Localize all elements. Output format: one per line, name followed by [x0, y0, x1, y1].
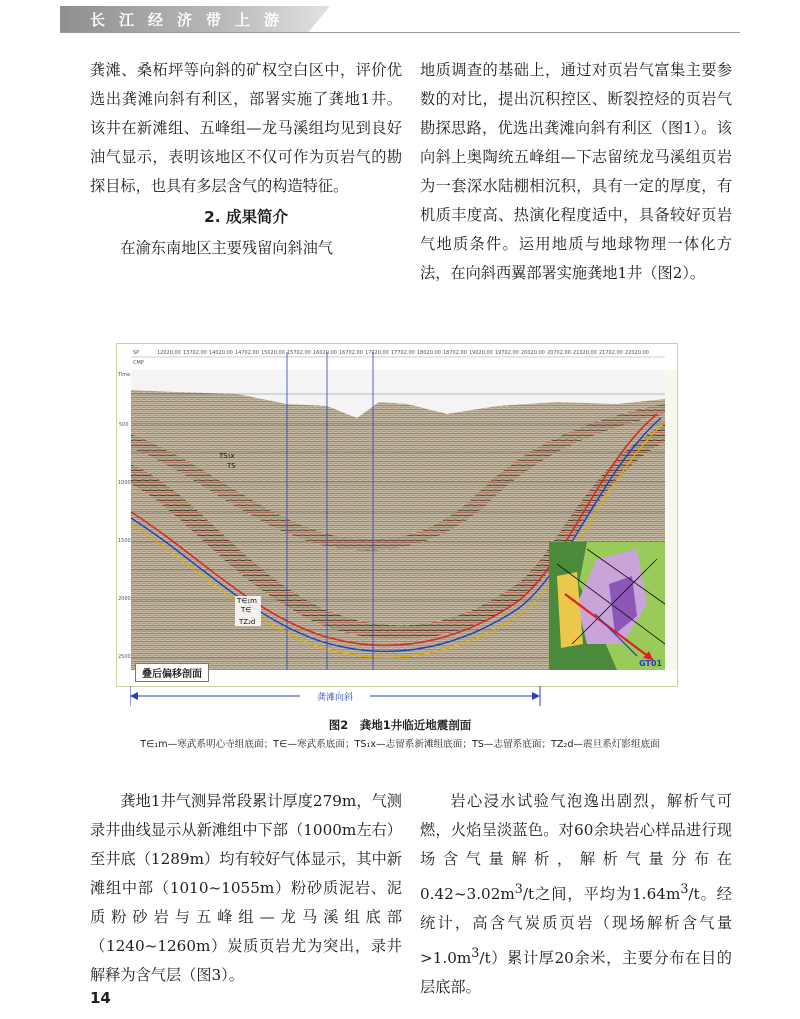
- syncline-extent-arrow: [130, 686, 550, 706]
- svg-text:21020.00: 21020.00: [573, 350, 597, 356]
- horizon-label-ts1x: TS₁x: [219, 452, 235, 460]
- svg-text:14020.00: 14020.00: [209, 350, 233, 356]
- svg-text:CMP: CMP: [133, 360, 144, 366]
- section-heading: 2. 成果简介: [203, 208, 289, 226]
- horizon-label-te1m: T∈₁m: [237, 597, 257, 605]
- svg-text:20020.00: 20020.00: [521, 350, 545, 356]
- svg-text:22020.00: 22020.00: [625, 350, 649, 356]
- paragraph-results-continued: 地质调查的基础上，通过对页岩气富集主要参数的对比，提出沉积控区、断裂控烃的页岩气勘探思路，优选出龚滩向斜有利区（图1）。该向斜上奥陶统五峰组—下志留统龙马溪组页岩为一套深水陆棚相沉积，具有一定的厚度，有机质丰度高、热演化程度适中，具备较好页岩气地质条件。运用地质与地球物理一体化方法，在向斜西翼部署实施龚地1井（图2）。: [420, 61, 732, 282]
- syncline-label: 龚滩向斜: [316, 693, 354, 703]
- figure-inner-label: 叠后偏移剖面: [135, 663, 209, 682]
- paragraph-results-intro: 在渝东南地区主要残留向斜油气: [120, 239, 334, 257]
- superscript: 3: [471, 945, 480, 961]
- horizon-label-tz2d: TZ₂d: [239, 618, 256, 626]
- seismic-section-image: [117, 344, 677, 686]
- svg-text:12020.00: 12020.00: [157, 350, 181, 356]
- svg-text:13702.00: 13702.00: [183, 350, 207, 356]
- svg-text:17020.00: 17020.00: [365, 350, 389, 356]
- svg-text:14702.00: 14702.00: [235, 350, 259, 356]
- svg-text:15702.00: 15702.00: [287, 350, 311, 356]
- svg-text:16020.00: 16020.00: [313, 350, 337, 356]
- paragraph-core-analysis: [420, 787, 732, 1002]
- svg-text:18702.00: 18702.00: [443, 350, 467, 356]
- svg-text:SP: SP: [133, 350, 140, 356]
- column-bottom-left: [90, 787, 402, 990]
- svg-text:19702.00: 19702.00: [495, 350, 519, 356]
- superscript: 3: [680, 881, 689, 896]
- svg-text:1500: 1500: [118, 538, 131, 544]
- svg-text:1000: 1000: [118, 480, 131, 486]
- figure-caption: 图2 龚地1井临近地震剖面: [328, 718, 472, 732]
- column-top-right: [420, 56, 732, 288]
- svg-text:17702.00: 17702.00: [391, 350, 415, 356]
- svg-text:21702.00: 21702.00: [599, 350, 623, 356]
- text-run: 岩心浸水试验气泡逸出剧烈，解析气可燃，火焰呈淡蓝色。对60余块岩心样品进行现场含气量解析，解析气量分布在0.42~3.02m: [420, 792, 732, 904]
- text-run: /t之间，平均为1.64m: [522, 885, 681, 904]
- svg-text:19020.00: 19020.00: [469, 350, 493, 356]
- text-run: /t）累计厚20余米，主要分布在目的层底部。: [420, 949, 732, 997]
- svg-text:500: 500: [119, 422, 129, 428]
- column-top-left: [90, 56, 402, 263]
- horizon-label-ts: TS: [227, 462, 236, 470]
- paragraph-continuation: 龚滩、桑柘坪等向斜的矿权空白区中，评价优选出龚滩向斜有利区，部署实施了龚地1井。该井在新滩组、五峰组—龙马溪组均见到良好油气显示，表明该地区不仅可作为页岩气的勘探目标，也具有多层含气的构造特征。: [90, 61, 402, 195]
- seismic-figure: [116, 343, 678, 687]
- text-run: /t。经统计，高含气炭质页岩（现场解析含气量>1.0m: [420, 885, 732, 968]
- paragraph-gas-logging: 龚地1井气测异常段累计厚度279m，气测录井曲线显示从新滩组中下部（1000m左右）至井底（1289m）均有较好气体显示，其中新滩组中部（1010~1055m）粉砂质泥岩、泥质粉砂岩与五峰组—龙马溪组底部（1240~1260m）炭质页岩尤为突出，录井解释为含气层（图3）。: [90, 792, 402, 984]
- header-rule: [60, 32, 740, 33]
- superscript: 3: [514, 881, 523, 896]
- svg-text:2000: 2000: [118, 596, 131, 602]
- column-bottom-right: [420, 787, 732, 1002]
- inset-label: GT01: [639, 659, 663, 668]
- svg-text:20702.00: 20702.00: [547, 350, 571, 356]
- running-header-title: 长江经济带上游: [90, 11, 294, 29]
- horizon-label-te: T∈: [241, 606, 252, 614]
- svg-text:16702.00: 16702.00: [339, 350, 363, 356]
- figure-note: T∈₁m—寒武系明心寺组底面；T∈—寒武系底面；TS₁x—志留系新滩组底面；TS—志留系底面；TZ₂d—震旦系灯影组底面: [140, 739, 660, 750]
- location-inset-map: [549, 542, 665, 670]
- svg-text:15020.00: 15020.00: [261, 350, 285, 356]
- svg-text:Time: Time: [118, 372, 131, 378]
- svg-text:2500: 2500: [118, 654, 131, 660]
- page-number: 14: [90, 989, 111, 1007]
- svg-text:18020.00: 18020.00: [417, 350, 441, 356]
